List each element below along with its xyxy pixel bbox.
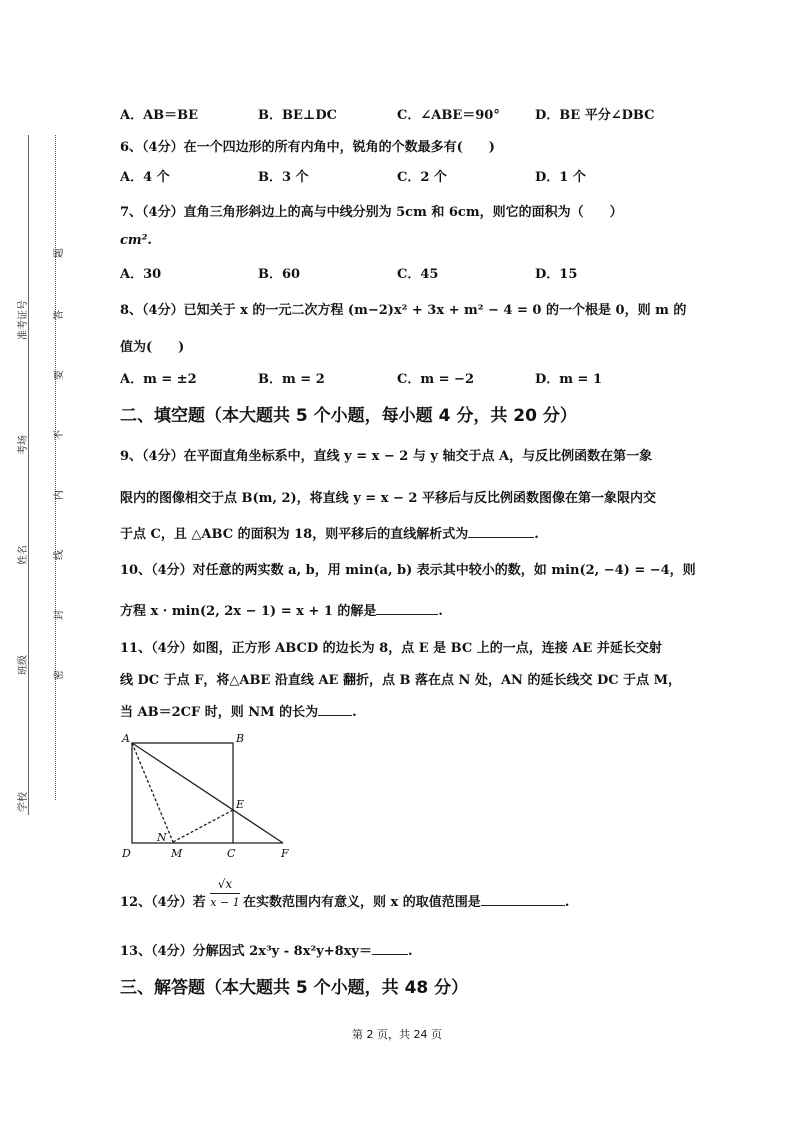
q7-option-d: D．15 [535,267,578,282]
label-c: C [227,847,236,860]
q8-stem-line2: 值为( ) [120,340,185,355]
q6-option-c: C．2 个 [397,170,447,185]
label-name: 姓名 [18,545,29,565]
q9-line2: 限内的图像相交于点 B(m, 2)，将直线 y = x − 2 平移后与反比例函数图像在第一象限内交 [120,491,656,506]
q7-stem-unit: cm². [120,233,152,248]
q12-fraction-bar [210,893,240,894]
label-class: 班级 [18,655,29,675]
q9-line1: 9、（4分）在平面直角坐标系中，直线 y = x − 2 与 y 轴交于点 A，与反比例函数在第一象 [120,449,653,464]
q13-answer-blank[interactable] [372,942,408,955]
q9-line3-text: 于点 C，且 △ABC 的面积为 18，则平移后的直线解析式为 [120,527,469,542]
q9-line3 [120,523,539,542]
q9-end: . [534,527,539,542]
q8-option-c: C．m = −2 [397,372,474,387]
label-e: E [236,798,245,811]
q13-text: 13、（4分）分解因式 2x³y - 8x²y+8xy＝ [120,944,372,959]
label-b: B [236,732,245,745]
seal-char: 不 [54,430,65,440]
seal-char: 密 [54,670,65,680]
seal-char: 答 [54,310,65,320]
q7-option-b: B．60 [258,267,301,282]
q10-line1: 10、（4分）对任意的两实数 a, b，用 min(a, b) 表示其中较小的数，如 min(2, −4) = −4，则 [120,563,696,578]
label-exam-number: 准考证号 [18,300,29,340]
q7-option-c: C．45 [397,267,439,282]
q13-line [120,940,412,959]
section-heading-fill-in: 二、填空题（本大题共 5 个小题，每小题 4 分，共 20 分） [120,406,577,426]
line-me-dashed [173,810,233,842]
section-heading-solutions: 三、解答题（本大题共 5 个小题，共 48 分） [120,978,469,998]
label-a: A [122,732,130,745]
seal-char: 内 [54,490,65,500]
q10-answer-blank[interactable] [376,602,438,615]
square-abcd [132,743,233,843]
q11-geometry-figure [115,730,305,865]
binding-line [28,135,29,815]
q8-option-d: D．m = 1 [535,372,603,387]
q9-answer-blank[interactable] [468,525,534,538]
q10-line2 [120,600,443,619]
label-f: F [281,847,289,860]
q6-option-d: D．1 个 [535,170,586,185]
q5-option-d: D．BE 平分∠DBC [535,108,655,123]
seal-char: 题 [54,248,65,258]
q6-option-a: A．4 个 [120,170,170,185]
q11-line1: 11、（4分）如图，正方形 ABCD 的边长为 8，点 E 是 BC 上的一点，连接 AE 并延长交射 [120,641,662,656]
q7-stem: 7、（4分）直角三角形斜边上的高与中线分别为 5cm 和 6cm，则它的面积为（ ） [120,205,623,220]
q12-end: . [564,895,570,910]
q12-pre: 12、（4分）若 [120,895,206,910]
line-am-dashed [132,743,173,842]
q6-option-b: B．3 个 [258,170,309,185]
q12-answer-blank[interactable] [481,893,565,906]
line-af [132,743,283,843]
q8-option-b: B．m = 2 [258,372,325,387]
q12-denominator: x − 1 [210,896,240,909]
q11-answer-blank[interactable] [318,703,352,716]
label-school: 学校 [18,792,29,812]
q12-fraction [210,876,240,910]
q10-end: . [438,604,443,619]
q12-post-text: 在实数范围内有意义，则 x 的取值范围是 [243,895,481,910]
seal-char: 封 [54,610,65,620]
q5-option-b: B．BE⊥DC [258,108,337,123]
q8-stem: 8、（4分）已知关于 x 的一元二次方程 (m−2)x² + 3x + m² − 4 = 0 的一个根是 0，则 m 的 [120,303,687,318]
q13-end: . [407,944,413,959]
label-n: N [157,831,167,844]
q12-numerator: √x [217,877,233,891]
seal-char: 线 [54,550,65,560]
q7-option-a: A．30 [120,267,162,282]
label-m: M [171,847,183,860]
q11-line3 [120,701,357,720]
q12-post [243,891,569,910]
q5-option-c: C．∠ABE＝90° [397,108,500,123]
q8-option-a: A．m = ±2 [120,372,197,387]
seal-dotted-line [55,135,56,800]
q11-end: . [352,705,357,720]
label-exam-room: 考场 [18,435,29,455]
q11-line3-text: 当 AB＝2CF 时，则 NM 的长为 [120,705,319,720]
q10-line2-text: 方程 x · min(2, 2x − 1) = x + 1 的解是 [120,604,377,619]
seal-char: 要 [54,370,65,380]
q5-option-a: A．AB＝BE [120,108,199,123]
label-d: D [122,847,131,860]
q11-line2: 线 DC 于点 F，将△ABE 沿直线 AE 翻折，点 B 落在点 N 处，AN 的延长线交 DC 于点 M， [120,673,682,688]
q6-stem: 6、（4分）在一个四边形的所有内角中，锐角的个数最多有( ) [120,140,495,155]
page-footer: 第 2 页，共 24 页 [352,1028,442,1041]
